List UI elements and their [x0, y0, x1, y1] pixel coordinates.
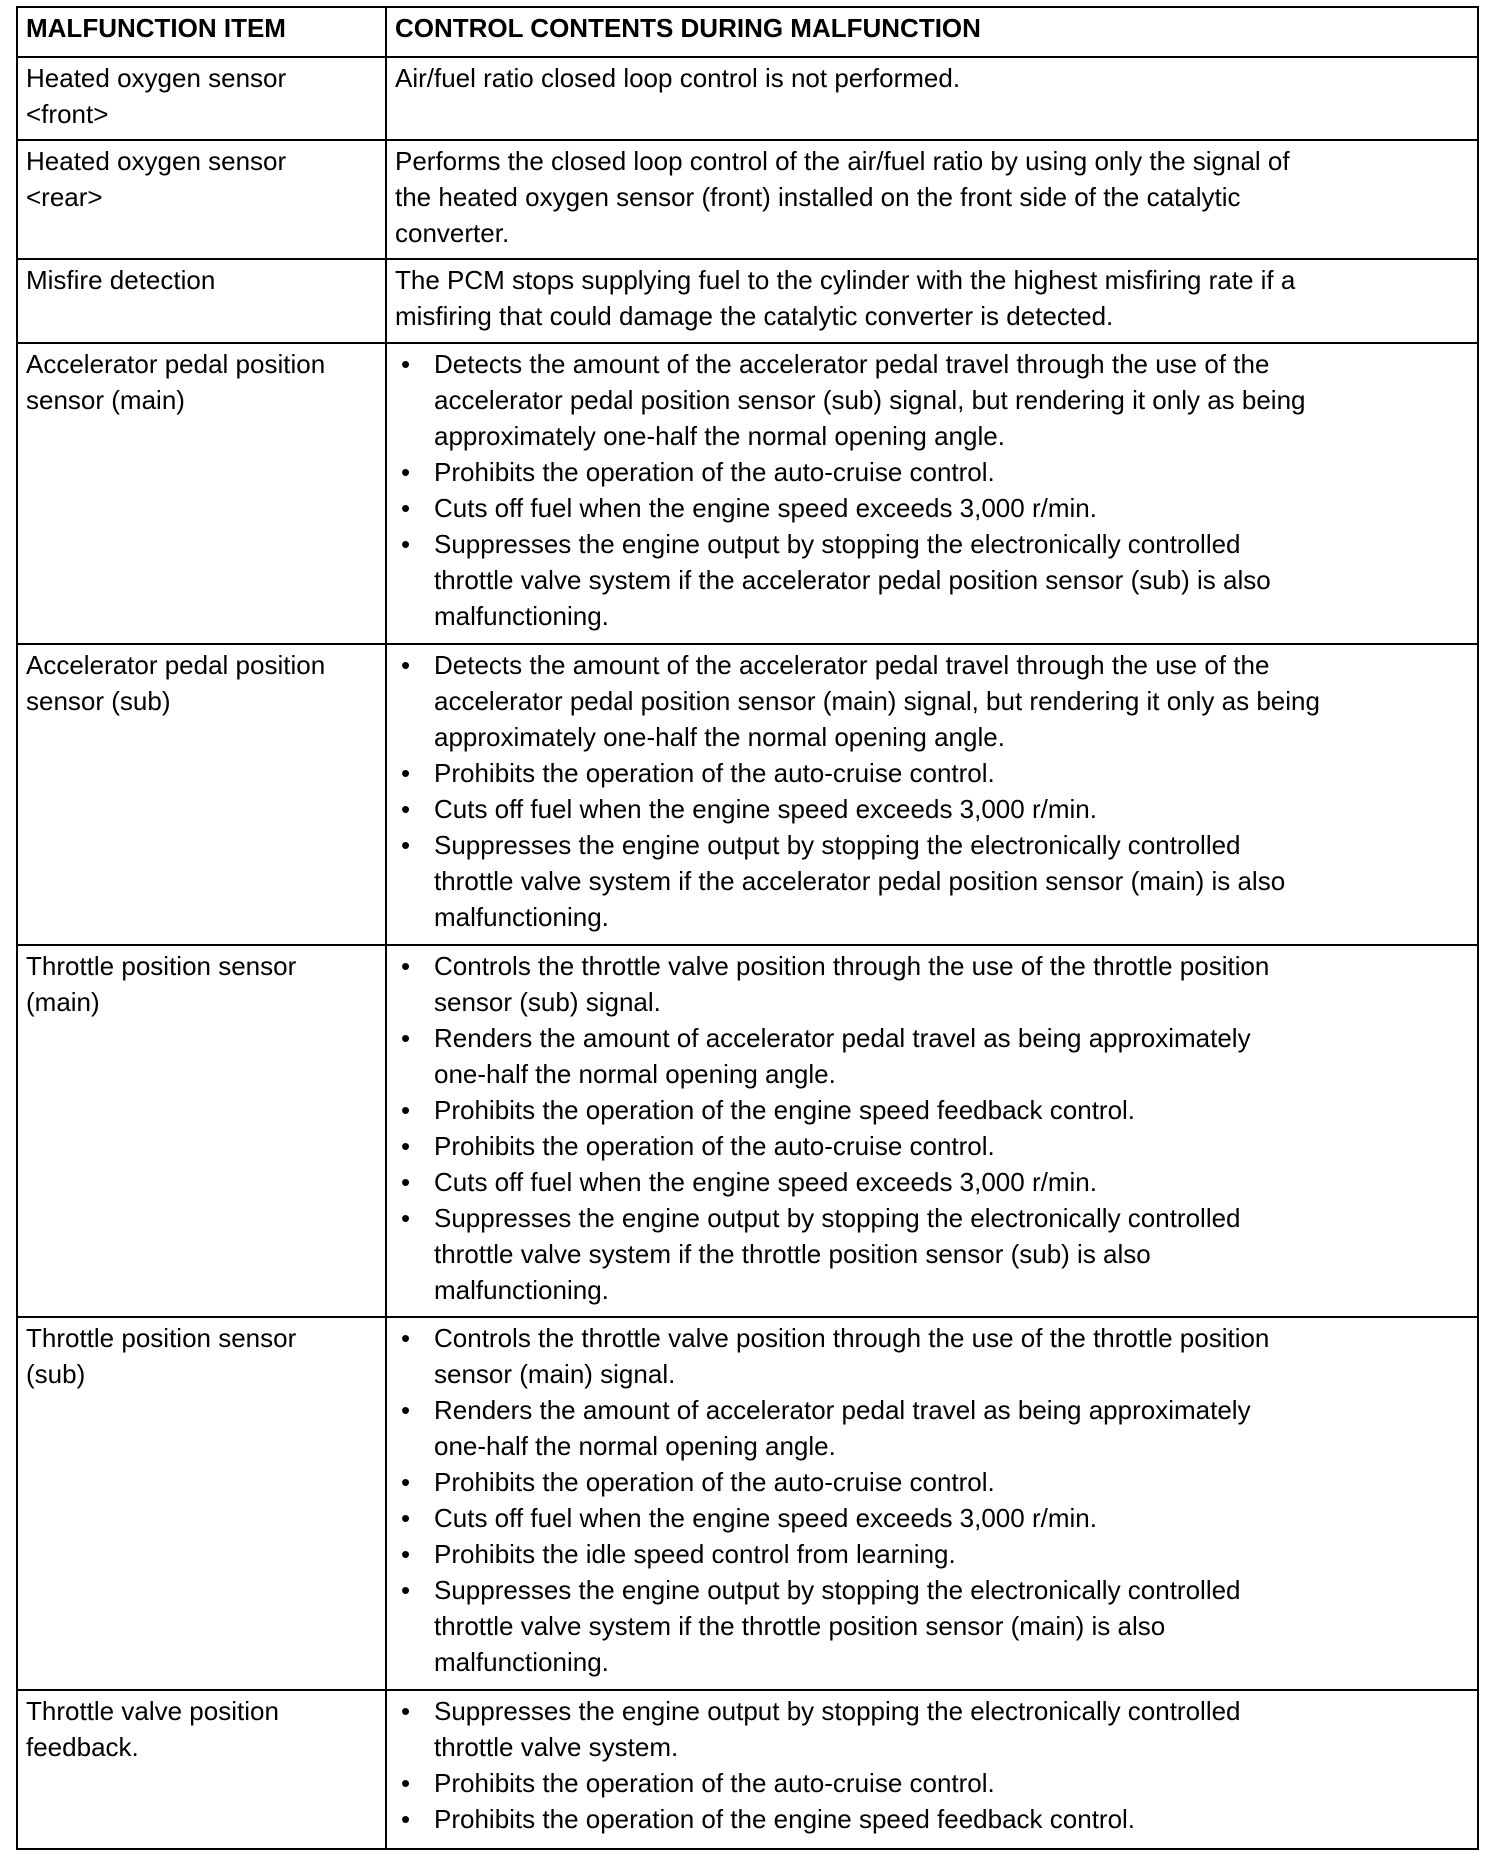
bullet-line: malfunctioning. [434, 1647, 609, 1677]
control-contents-cell [386, 140, 1478, 259]
content-line: Performs the closed loop control of the air/fuel ratio by using only the signal of [395, 146, 1290, 176]
control-contents-cell [386, 343, 1478, 644]
control-contents-cell [386, 259, 1478, 343]
malfunction-item-cell [17, 140, 386, 259]
content-line: misfiring that could damage the catalytic converter is detected. [395, 301, 1114, 331]
bullet-item [395, 647, 1469, 755]
item-line: Heated oxygen sensor [26, 63, 287, 93]
bullet-line: throttle valve system if the throttle position sensor (main) is also [434, 1611, 1166, 1641]
bullet-line: accelerator pedal position sensor (main) signal, but rendering it only as being [434, 686, 1320, 716]
bullet-icon: • [401, 1395, 411, 1425]
bullet-line: Controls the throttle valve position through the use of the throttle position [434, 1323, 1270, 1353]
bullet-item [395, 454, 1469, 490]
bullet-line: Controls the throttle valve position through the use of the throttle position [434, 951, 1270, 981]
bullet-line: Cuts off fuel when the engine speed exceeds 3,000 r/min. [434, 794, 1097, 824]
bullet-icon: • [401, 1575, 411, 1605]
bullet-icon: • [401, 1503, 411, 1533]
bullet-icon: • [401, 830, 411, 860]
bullet-line: malfunctioning. [434, 1275, 609, 1305]
bullet-line: Cuts off fuel when the engine speed exceeds 3,000 r/min. [434, 1167, 1097, 1197]
table-row [17, 644, 1478, 945]
header-control-contents: CONTROL CONTENTS DURING MALFUNCTION [386, 7, 1478, 57]
bullet-item [395, 1128, 1469, 1164]
bullet-item [395, 1092, 1469, 1128]
item-line: feedback. [26, 1732, 139, 1762]
bullet-icon: • [401, 1696, 411, 1726]
bullet-line: Prohibits the operation of the engine speed feedback control. [434, 1804, 1136, 1834]
bullet-line: Suppresses the engine output by stopping the electronically controlled [434, 1203, 1241, 1233]
bullet-line: Detects the amount of the accelerator pedal travel through the use of the [434, 349, 1270, 379]
bullet-icon: • [401, 529, 411, 559]
bullet-line: Suppresses the engine output by stopping the electronically controlled [434, 1696, 1241, 1726]
bullet-item [395, 1572, 1469, 1680]
bullet-item [395, 1536, 1469, 1572]
bullet-line: approximately one-half the normal opening angle. [434, 722, 1005, 752]
control-contents-cell [386, 57, 1478, 140]
bullet-line: throttle valve system if the accelerator pedal position sensor (sub) is also [434, 565, 1271, 595]
bullet-item [395, 1200, 1469, 1308]
bullet-item [395, 1320, 1469, 1392]
table-row [17, 57, 1478, 140]
bullet-line: sensor (main) signal. [434, 1359, 676, 1389]
item-line: Throttle position sensor [26, 951, 297, 981]
bullet-line: accelerator pedal position sensor (sub) signal, but rendering it only as being [434, 385, 1306, 415]
table-header-row [17, 7, 1478, 57]
table-row [17, 259, 1478, 343]
malfunction-item-cell [17, 259, 386, 343]
control-contents-cell [386, 1317, 1478, 1690]
malfunction-item-cell [17, 644, 386, 945]
bullet-icon: • [401, 1768, 411, 1798]
bullet-item [395, 490, 1469, 526]
bullet-icon: • [401, 1095, 411, 1125]
bullet-line: Cuts off fuel when the engine speed exceeds 3,000 r/min. [434, 493, 1097, 523]
item-line: Misfire detection [26, 265, 216, 295]
bullet-item [395, 1020, 1469, 1092]
bullet-item [395, 526, 1469, 634]
bullet-line: approximately one-half the normal opening angle. [434, 421, 1005, 451]
bullet-item [395, 1765, 1469, 1801]
malfunction-item-cell [17, 1690, 386, 1849]
bullet-item [395, 791, 1469, 827]
bullet-line: Suppresses the engine output by stopping the electronically controlled [434, 830, 1241, 860]
bullet-line: Prohibits the operation of the auto-cruise control. [434, 1131, 995, 1161]
bullet-item [395, 755, 1469, 791]
bullet-icon: • [401, 1167, 411, 1197]
bullet-line: Prohibits the idle speed control from learning. [434, 1539, 956, 1569]
item-line: <rear> [26, 182, 103, 212]
content-line: converter. [395, 218, 510, 248]
bullet-line: malfunctioning. [434, 902, 609, 932]
malfunction-item-cell [17, 57, 386, 140]
bullet-icon: • [401, 1131, 411, 1161]
bullet-line: sensor (sub) signal. [434, 987, 661, 1017]
bullet-line: Detects the amount of the accelerator pedal travel through the use of the [434, 650, 1270, 680]
bullet-line: throttle valve system if the accelerator pedal position sensor (main) is also [434, 866, 1286, 896]
malfunction-item-cell [17, 343, 386, 644]
bullet-icon: • [401, 1023, 411, 1053]
bullet-item [395, 948, 1469, 1020]
bullet-icon: • [401, 349, 411, 379]
table-row [17, 945, 1478, 1317]
item-line: (main) [26, 987, 100, 1017]
bullet-item [395, 827, 1469, 935]
bullet-line: malfunctioning. [434, 601, 609, 631]
bullet-item [395, 1500, 1469, 1536]
bullet-item [395, 1164, 1469, 1200]
bullet-icon: • [401, 1804, 411, 1834]
bullet-item [395, 1801, 1469, 1837]
item-line: sensor (sub) [26, 686, 171, 716]
content-line: the heated oxygen sensor (front) installed on the front side of the catalytic [395, 182, 1241, 212]
control-contents-cell [386, 1690, 1478, 1849]
item-line: Throttle valve position [26, 1696, 279, 1726]
control-contents-cell [386, 945, 1478, 1317]
bullet-line: Prohibits the operation of the auto-cruise control. [434, 758, 995, 788]
bullet-line: one-half the normal opening angle. [434, 1431, 836, 1461]
bullet-icon: • [401, 650, 411, 680]
item-line: sensor (main) [26, 385, 185, 415]
bullet-line: Prohibits the operation of the auto-cruise control. [434, 1467, 995, 1497]
bullet-line: Cuts off fuel when the engine speed exceeds 3,000 r/min. [434, 1503, 1097, 1533]
item-line: <front> [26, 99, 109, 129]
item-line: Accelerator pedal position [26, 650, 326, 680]
item-line: Throttle position sensor [26, 1323, 297, 1353]
bullet-icon: • [401, 1539, 411, 1569]
table-row [17, 1690, 1478, 1849]
bullet-item [395, 1464, 1469, 1500]
bullet-icon: • [401, 794, 411, 824]
malfunction-item-cell [17, 1317, 386, 1690]
bullet-item [395, 1392, 1469, 1464]
bullet-icon: • [401, 1323, 411, 1353]
bullet-item [395, 1693, 1469, 1765]
item-line: (sub) [26, 1359, 86, 1389]
bullet-icon: • [401, 493, 411, 523]
malfunction-control-table [16, 6, 1479, 1850]
bullet-line: Suppresses the engine output by stopping the electronically controlled [434, 529, 1241, 559]
bullet-icon: • [401, 457, 411, 487]
bullet-icon: • [401, 1203, 411, 1233]
bullet-line: throttle valve system if the throttle position sensor (sub) is also [434, 1239, 1151, 1269]
bullet-icon: • [401, 951, 411, 981]
table-row [17, 140, 1478, 259]
content-line: Air/fuel ratio closed loop control is not performed. [395, 63, 961, 93]
bullet-item [395, 346, 1469, 454]
table-row [17, 1317, 1478, 1690]
bullet-line: Prohibits the operation of the auto-cruise control. [434, 1768, 995, 1798]
item-line: Accelerator pedal position [26, 349, 326, 379]
bullet-line: one-half the normal opening angle. [434, 1059, 836, 1089]
bullet-icon: • [401, 758, 411, 788]
control-contents-cell [386, 644, 1478, 945]
malfunction-item-cell [17, 945, 386, 1317]
header-malfunction-item: MALFUNCTION ITEM [17, 7, 386, 57]
table-row [17, 343, 1478, 644]
bullet-line: Prohibits the operation of the auto-cruise control. [434, 457, 995, 487]
content-line: The PCM stops supplying fuel to the cylinder with the highest misfiring rate if a [395, 265, 1296, 295]
bullet-icon: • [401, 1467, 411, 1497]
item-line: Heated oxygen sensor [26, 146, 287, 176]
bullet-line: Suppresses the engine output by stopping the electronically controlled [434, 1575, 1241, 1605]
bullet-line: Renders the amount of accelerator pedal travel as being approximately [434, 1023, 1251, 1053]
bullet-line: throttle valve system. [434, 1732, 679, 1762]
bullet-line: Prohibits the operation of the engine speed feedback control. [434, 1095, 1136, 1125]
bullet-line: Renders the amount of accelerator pedal travel as being approximately [434, 1395, 1251, 1425]
